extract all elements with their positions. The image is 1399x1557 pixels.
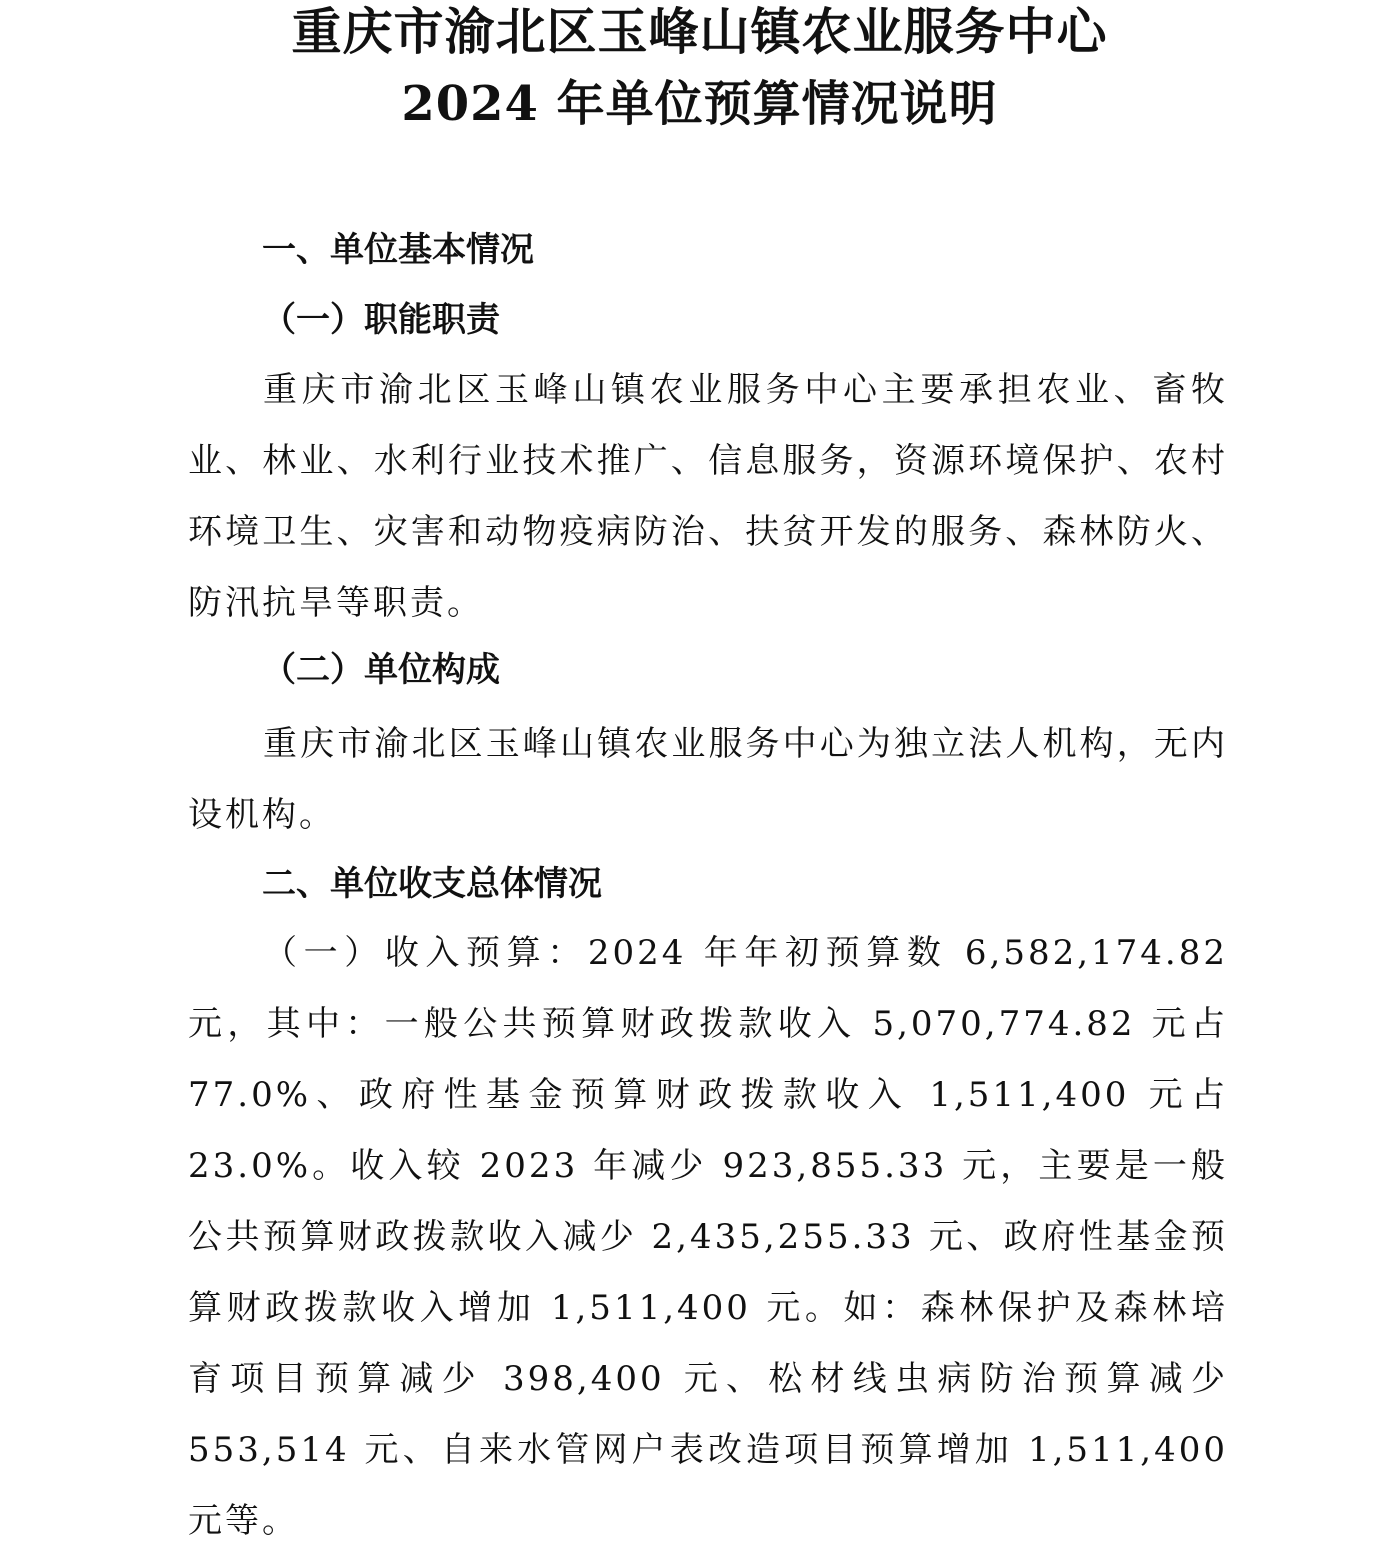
document-title: 重庆市渝北区玉峰山镇农业服务中心 [291,2,1108,61]
section-heading-basic-info: 一、单位基本情况 [262,230,534,270]
income-budget-paragraph: （一）收入预算：2024 年年初预算数 6,582,174.82 元，其中：一般公共预算财政拨款收入 5,070,774.82 元占 77.0%、政府性基金预算财政拨款收入 1,511,400 元占 23.0%。收入较 2023 年减少 923,855.33 元，主要是一般公共预算财政拨款收入减少 2,435,255.33 元、政府性基金预算财政拨款收入增加 1,511,400 元。如：森林保护及森林培育项目预算减少 398,400 元、松材线虫病防治预算减少 553,514 元、自来水管网户表改造项目预算增加 1,511,400 元等。 [188,933,1228,1541]
document-subtitle: 2024 年单位预算情况说明 [401,76,998,132]
subsection-heading-composition: （二）单位构成 [262,650,500,690]
section-heading-revenue-expense: 二、单位收支总体情况 [262,864,602,904]
duties-paragraph: 重庆市渝北区玉峰山镇农业服务中心主要承担农业、畜牧业、林业、水利行业技术推广、信息服务，资源环境保护、农村环境卫生、灾害和动物疫病防治、扶贫开发的服务、森林防火、防汛抗旱等职责。 [188,370,1228,623]
composition-paragraph: 重庆市渝北区玉峰山镇农业服务中心为独立法人机构，无内设机构。 [188,724,1228,835]
subsection-heading-duties: （一）职能职责 [262,300,500,340]
